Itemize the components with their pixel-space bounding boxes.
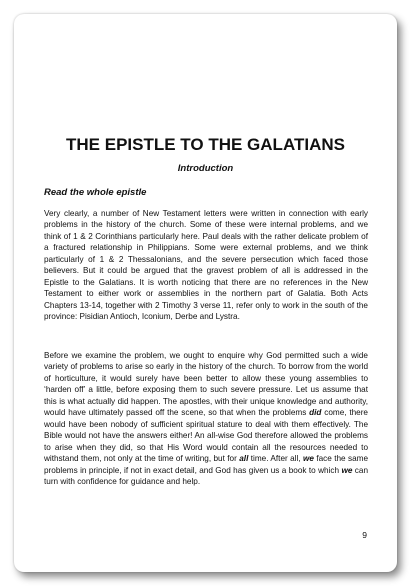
emphasis-did: did — [309, 408, 322, 418]
paragraph-1: Very clearly, a number of New Testament letters were written in connection with early problems in the history of the church. Some of these were internal problems, and we think of 1 & 2 Corinthians particularly here. Paul deals with the rather delicate problem of a fractured relationship in Philippians. Some were external problems, and we think particularly of 1 & 2 Thessalonians, and the severe persecution which faced those believers. But it could be argued that the gravest problem of all is addressed in the Epistle to the Galatians. It is worth noticing that there are no references in the New Testament to either work or assemblies in the northern part of Galatia. Both Acts Chapters 13-14, together with 2 Timothy 3 verse 11, refer only to work in the south of the province: Pisidian Antioch, Iconium, Derbe and Lystra. — [44, 209, 368, 322]
emphasis-we-1: we — [302, 454, 314, 464]
emphasis-all: all — [239, 454, 249, 464]
chapter-title: THE EPISTLE TO THE GALATIANS — [66, 135, 345, 154]
book-page — [14, 14, 397, 572]
paragraph-2-text-2: come, there would have been nobody of sufficient spiritual stature to deal with them effectively. The Bible would not have the answers either! An all-wise God therefore allowed the problems to arise when they did, so that His Word would contain all the resources needed to withstand them, not only at the time of writing, but for — [44, 408, 368, 464]
paragraph-2-text-4: face the same problems in principle, if not in exact detail, and God has given us a book to which — [44, 454, 368, 475]
chapter-subtitle: Introduction — [177, 163, 234, 174]
page-number: 9 — [362, 530, 367, 540]
paragraph-2-text-5: can turn with confidence for guidance and help. — [44, 465, 369, 486]
paragraph-2-text-3: time. After all, — [248, 454, 303, 464]
paragraph-2 — [44, 350, 368, 487]
section-heading: Read the whole epistle — [44, 187, 147, 198]
emphasis-we-2: we — [341, 465, 353, 475]
paragraph-2-text-1: Before we examine the problem, we ought to enquire why God permitted such a wide variety of problems to arise so early in the history of the church. To borrow from the world of horticulture, it would surely have been better to allow these young assemblies to ‘harden off’ a little, before exposing them to such severe pressure. Let us assume that this is what actually did happen. The apostles, with their unique knowledge and authority, would have ultimately passed off the scene, so that when the problems — [44, 351, 368, 418]
